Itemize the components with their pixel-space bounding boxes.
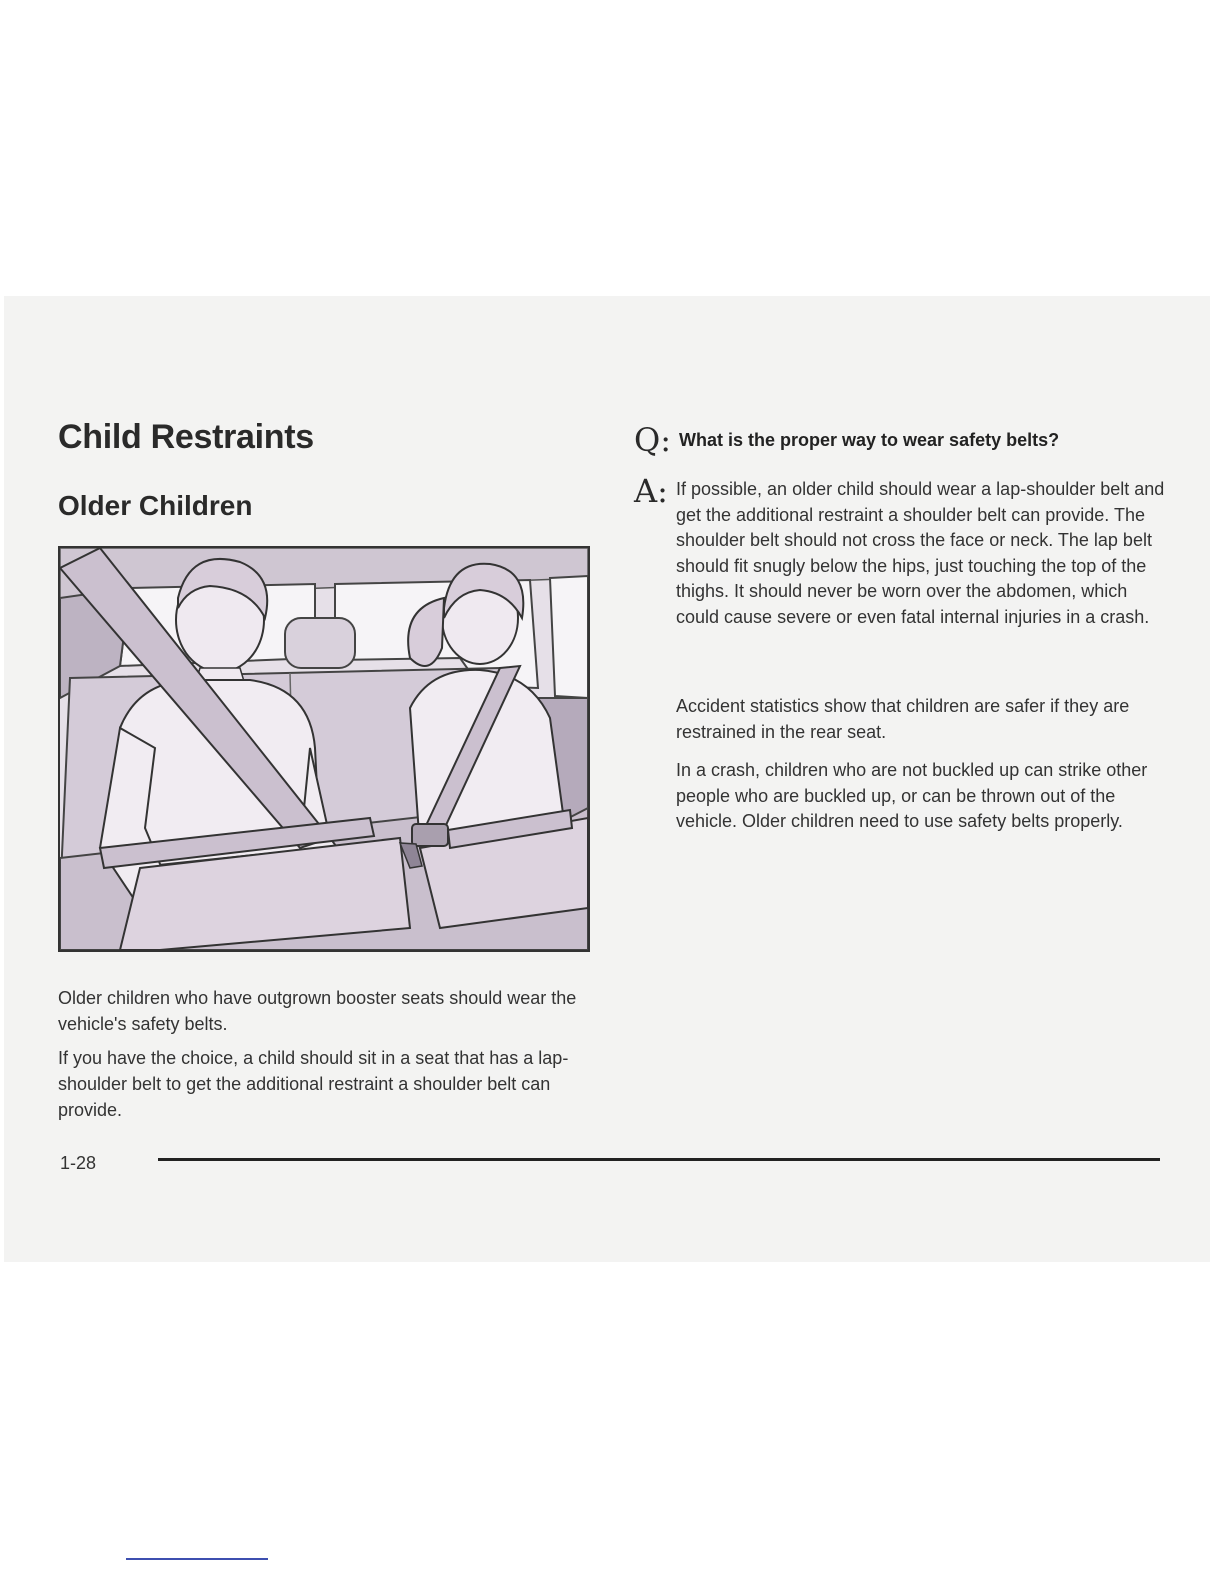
question-text: What is the proper way to wear safety belts? — [679, 430, 1060, 450]
children-seatbelt-illustration — [58, 546, 590, 952]
answer-label: A: — [634, 472, 668, 510]
page-title: Child Restraints — [58, 418, 314, 456]
answer-paragraph: In a crash, children who are not buckled up can strike other people who are buckled up, or can be thrown out of the vehicle. Older children need to use safety belts properly. — [676, 760, 1148, 831]
seat-choice-paragraph: If you have the choice, a child should sit in a seat that has a lap-shoulder belt to get the additional restraint a shoulder belt can provide. — [58, 1048, 569, 1120]
page-number: 1-28 — [60, 1153, 97, 1173]
footer-divider — [158, 1158, 1160, 1161]
question-label: Q: — [634, 421, 672, 459]
section-title: Older Children — [58, 490, 253, 521]
intro-paragraph: Older children who have outgrown booster seats should wear the vehicle's safety belts. — [58, 988, 577, 1034]
answer-paragraph: If possible, an older child should wear a lap-shoulder belt and get the additional restraint a shoulder belt can provide. The shoulder belt should not cross the face or neck. The lap belt should fit snugly below the hips, just touching the top of the thighs. It should never be worn over the abdomen, which could cause severe or even fatal internal injuries in a crash. — [676, 479, 1165, 627]
bottom-divider — [126, 1558, 268, 1560]
answer-paragraph: Accident statistics show that children are safer if they are restrained in the rear seat. — [676, 696, 1130, 742]
